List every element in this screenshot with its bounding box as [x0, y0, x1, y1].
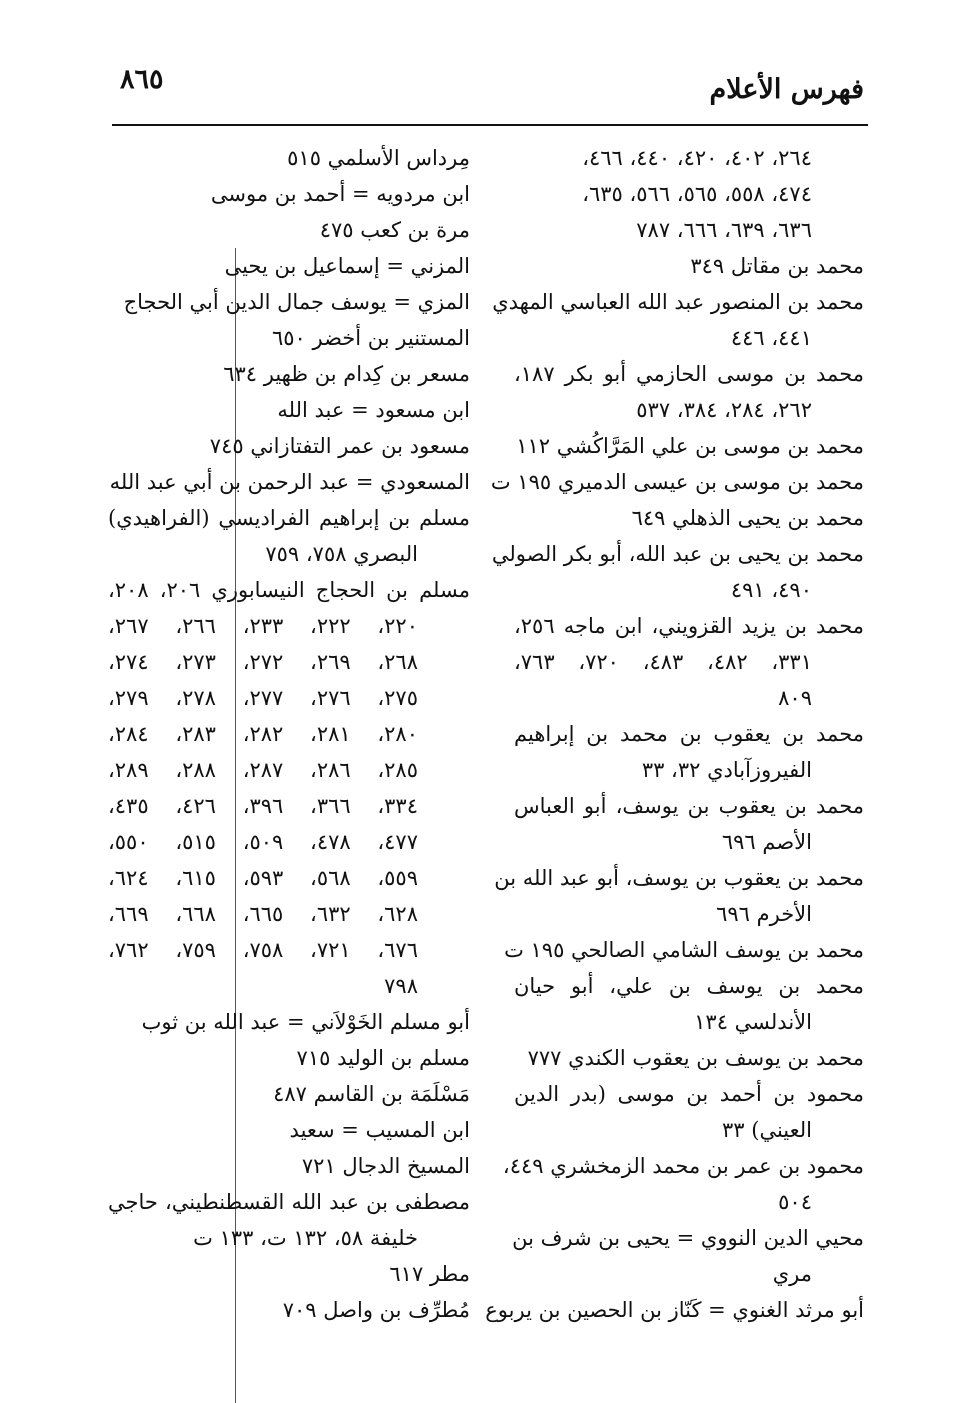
- index-entry-line: محمد بن يعقوب بن محمد بن إبراهيم: [514, 722, 864, 746]
- header-rule: [112, 124, 868, 126]
- index-entry-line: مسلم بن الحجاج النيسابوري ٢٠٦، ٢٠٨،: [108, 578, 470, 602]
- index-entry-line: الفيروزآبادي ٣٢، ٣٣: [641, 758, 812, 782]
- index-entry-line: البصري ٧٥٨، ٧٥٩: [265, 542, 418, 566]
- index-entry-line: المزني = إسماعيل بن يحيى: [224, 254, 470, 278]
- page-number: ٨٦٥: [120, 64, 164, 95]
- index-column-right: [485, 140, 864, 1328]
- index-entry-line: ٢٢٠، ٢٢٢، ٢٣٣، ٢٦٦، ٢٦٧،: [108, 614, 418, 638]
- index-entry-line: مسعر بن كِدام بن ظهير ٦٣٤: [223, 362, 470, 386]
- index-entry-line: ابن مردويه = أحمد بن موسى: [210, 182, 470, 206]
- index-entry-line: ٦٢٨، ٦٣٢، ٦٦٥، ٦٦٨، ٦٦٩،: [108, 902, 418, 926]
- index-entry-line: المسعودي = عبد الرحمن بن أبي عبد الله: [109, 470, 470, 494]
- index-entry-line: محمود بن أحمد بن موسى (بدر الدين: [514, 1082, 864, 1106]
- index-entry-line: المزي = يوسف جمال الدين أبي الحجاج: [123, 290, 470, 314]
- index-entry-line: ٤٧٤، ٥٥٨، ٥٦٥، ٥٦٦، ٦٣٥،: [582, 182, 812, 206]
- index-entry-line: محمد بن يوسف الشامي الصالحي ١٩٥ ت: [504, 938, 864, 962]
- running-header-title: فهرس الأعلام: [709, 74, 864, 105]
- index-entry-line: مِرداس الأسلمي ٥١٥: [287, 146, 470, 170]
- index-entry-line: ٢٦٨، ٢٦٩، ٢٧٢، ٢٧٣، ٢٧٤،: [108, 650, 418, 674]
- index-entry-line: مسعود بن عمر التفتازاني ٧٤٥: [209, 434, 470, 458]
- index-entry-line: خليفة ٥٨، ١٣٢ ت، ١٣٣ ت: [193, 1226, 418, 1250]
- index-entry-line: ٧٩٨: [384, 974, 418, 998]
- index-entry-line: ٦٧٦، ٧٢١، ٧٥٨، ٧٥٩، ٧٦٢،: [108, 938, 418, 962]
- index-entry-line: أبو مسلم الخَوْلاَني = عبد الله بن ثوب: [141, 1010, 470, 1034]
- index-entry-line: محمد بن يعقوب بن يوسف، أبو العباس: [514, 794, 864, 818]
- index-entry-line: مري: [772, 1262, 812, 1286]
- index-column-left: [108, 140, 470, 1328]
- index-entry-line: ٢٨٥، ٢٨٦، ٢٨٧، ٢٨٨، ٢٨٩،: [108, 758, 418, 782]
- index-entry-line: ٤٤١، ٤٤٦: [730, 326, 812, 350]
- index-entry-line: ابن المسيب = سعيد: [289, 1118, 470, 1142]
- index-entry-line: محمد بن مقاتل ٣٤٩: [690, 254, 864, 278]
- index-entry-line: محمد بن يعقوب بن يوسف، أبو عبد الله بن: [494, 866, 864, 890]
- index-entry-line: مسلم بن إبراهيم الفراديسي (الفراهيدي): [108, 506, 470, 530]
- index-entry-line: مرة بن كعب ٤٧٥: [319, 218, 470, 242]
- index-entry-line: محمد بن يوسف بن يعقوب الكندي ٧٧٧: [527, 1046, 864, 1070]
- index-entry-line: ٢٧٥، ٢٧٦، ٢٧٧، ٢٧٨، ٢٧٩،: [108, 686, 418, 710]
- index-entry-line: محمد بن المنصور عبد الله العباسي المهدي: [492, 290, 864, 314]
- index-entry-line: محمد بن موسى بن علي المَرَّاكُشي ١١٢: [516, 434, 864, 458]
- index-entry-line: مَسْلَمَة بن القاسم ٤٨٧: [273, 1082, 470, 1106]
- index-entry-line: مُطرِّف بن واصل ٧٠٩: [282, 1298, 470, 1322]
- index-entry-line: محمد بن موسى بن عيسى الدميري ١٩٥ ت: [490, 470, 864, 494]
- index-entry-line: ٣٣١، ٤٨٢، ٤٨٣، ٧٢٠، ٧٦٣،: [514, 650, 812, 674]
- index-entry-line: المستنير بن أخضر ٦٥٠: [271, 326, 470, 350]
- index-entry-line: الأخرم ٦٩٦: [716, 902, 812, 926]
- index-entry-line: محمود بن عمر بن محمد الزمخشري ٤٤٩،: [502, 1154, 864, 1178]
- index-entry-line: ابن مسعود = عبد الله: [277, 398, 470, 422]
- index-entry-line: ٣٣٤، ٣٦٦، ٣٩٦، ٤٢٦، ٤٣٥،: [108, 794, 418, 818]
- index-entry-line: العيني) ٣٣: [722, 1118, 812, 1142]
- index-entry-line: ٢٦٢، ٢٨٤، ٣٨٤، ٥٣٧: [636, 398, 812, 422]
- index-entry-line: محمد بن يوسف بن علي، أبو حيان: [514, 974, 864, 998]
- index-entry-line: أبو مرثد الغنوي = كَنّاز بن الحصين بن يربوع: [485, 1298, 864, 1322]
- index-entry-line: مصطفى بن عبد الله القسطنطيني، حاجي: [108, 1190, 470, 1214]
- index-entry-line: محمد بن يحيى الذهلي ٦٤٩: [631, 506, 864, 530]
- index-entry-line: محمد بن يزيد القزويني، ابن ماجه ٢٥٦،: [514, 614, 864, 638]
- index-entry-line: مطر ٦١٧: [389, 1262, 470, 1286]
- index-entry-line: الأصم ٦٩٦: [721, 830, 812, 854]
- index-entry-line: ٨٠٩: [778, 686, 812, 710]
- index-entry-line: ٤٧٧، ٤٧٨، ٥٠٩، ٥١٥، ٥٥٠،: [108, 830, 418, 854]
- index-entry-line: محمد بن موسى الحازمي أبو بكر ١٨٧،: [514, 362, 864, 386]
- index-entry-line: محيي الدين النووي = يحيى بن شرف بن: [512, 1226, 864, 1250]
- index-entry-line: ٥٥٩، ٥٦٨، ٥٩٣، ٦١٥، ٦٢٤،: [108, 866, 418, 890]
- index-entry-line: ٢٦٤، ٤٠٢، ٤٢٠، ٤٤٠، ٤٦٦،: [582, 146, 812, 170]
- index-entry-line: المسيخ الدجال ٧٢١: [301, 1154, 470, 1178]
- index-entry-line: الأندلسي ١٣٤: [694, 1010, 812, 1034]
- index-entry-line: ٢٨٠، ٢٨١، ٢٨٢، ٢٨٣، ٢٨٤،: [108, 722, 418, 746]
- index-entry-line: مسلم بن الوليد ٧١٥: [296, 1046, 470, 1070]
- index-entry-line: ٥٠٤: [778, 1190, 812, 1214]
- index-entry-line: ٦٣٦، ٦٣٩، ٦٦٦، ٧٨٧: [636, 218, 812, 242]
- index-entry-line: محمد بن يحيى بن عبد الله، أبو بكر الصولي: [491, 542, 864, 566]
- index-entry-line: ٤٩٠، ٤٩١: [730, 578, 812, 602]
